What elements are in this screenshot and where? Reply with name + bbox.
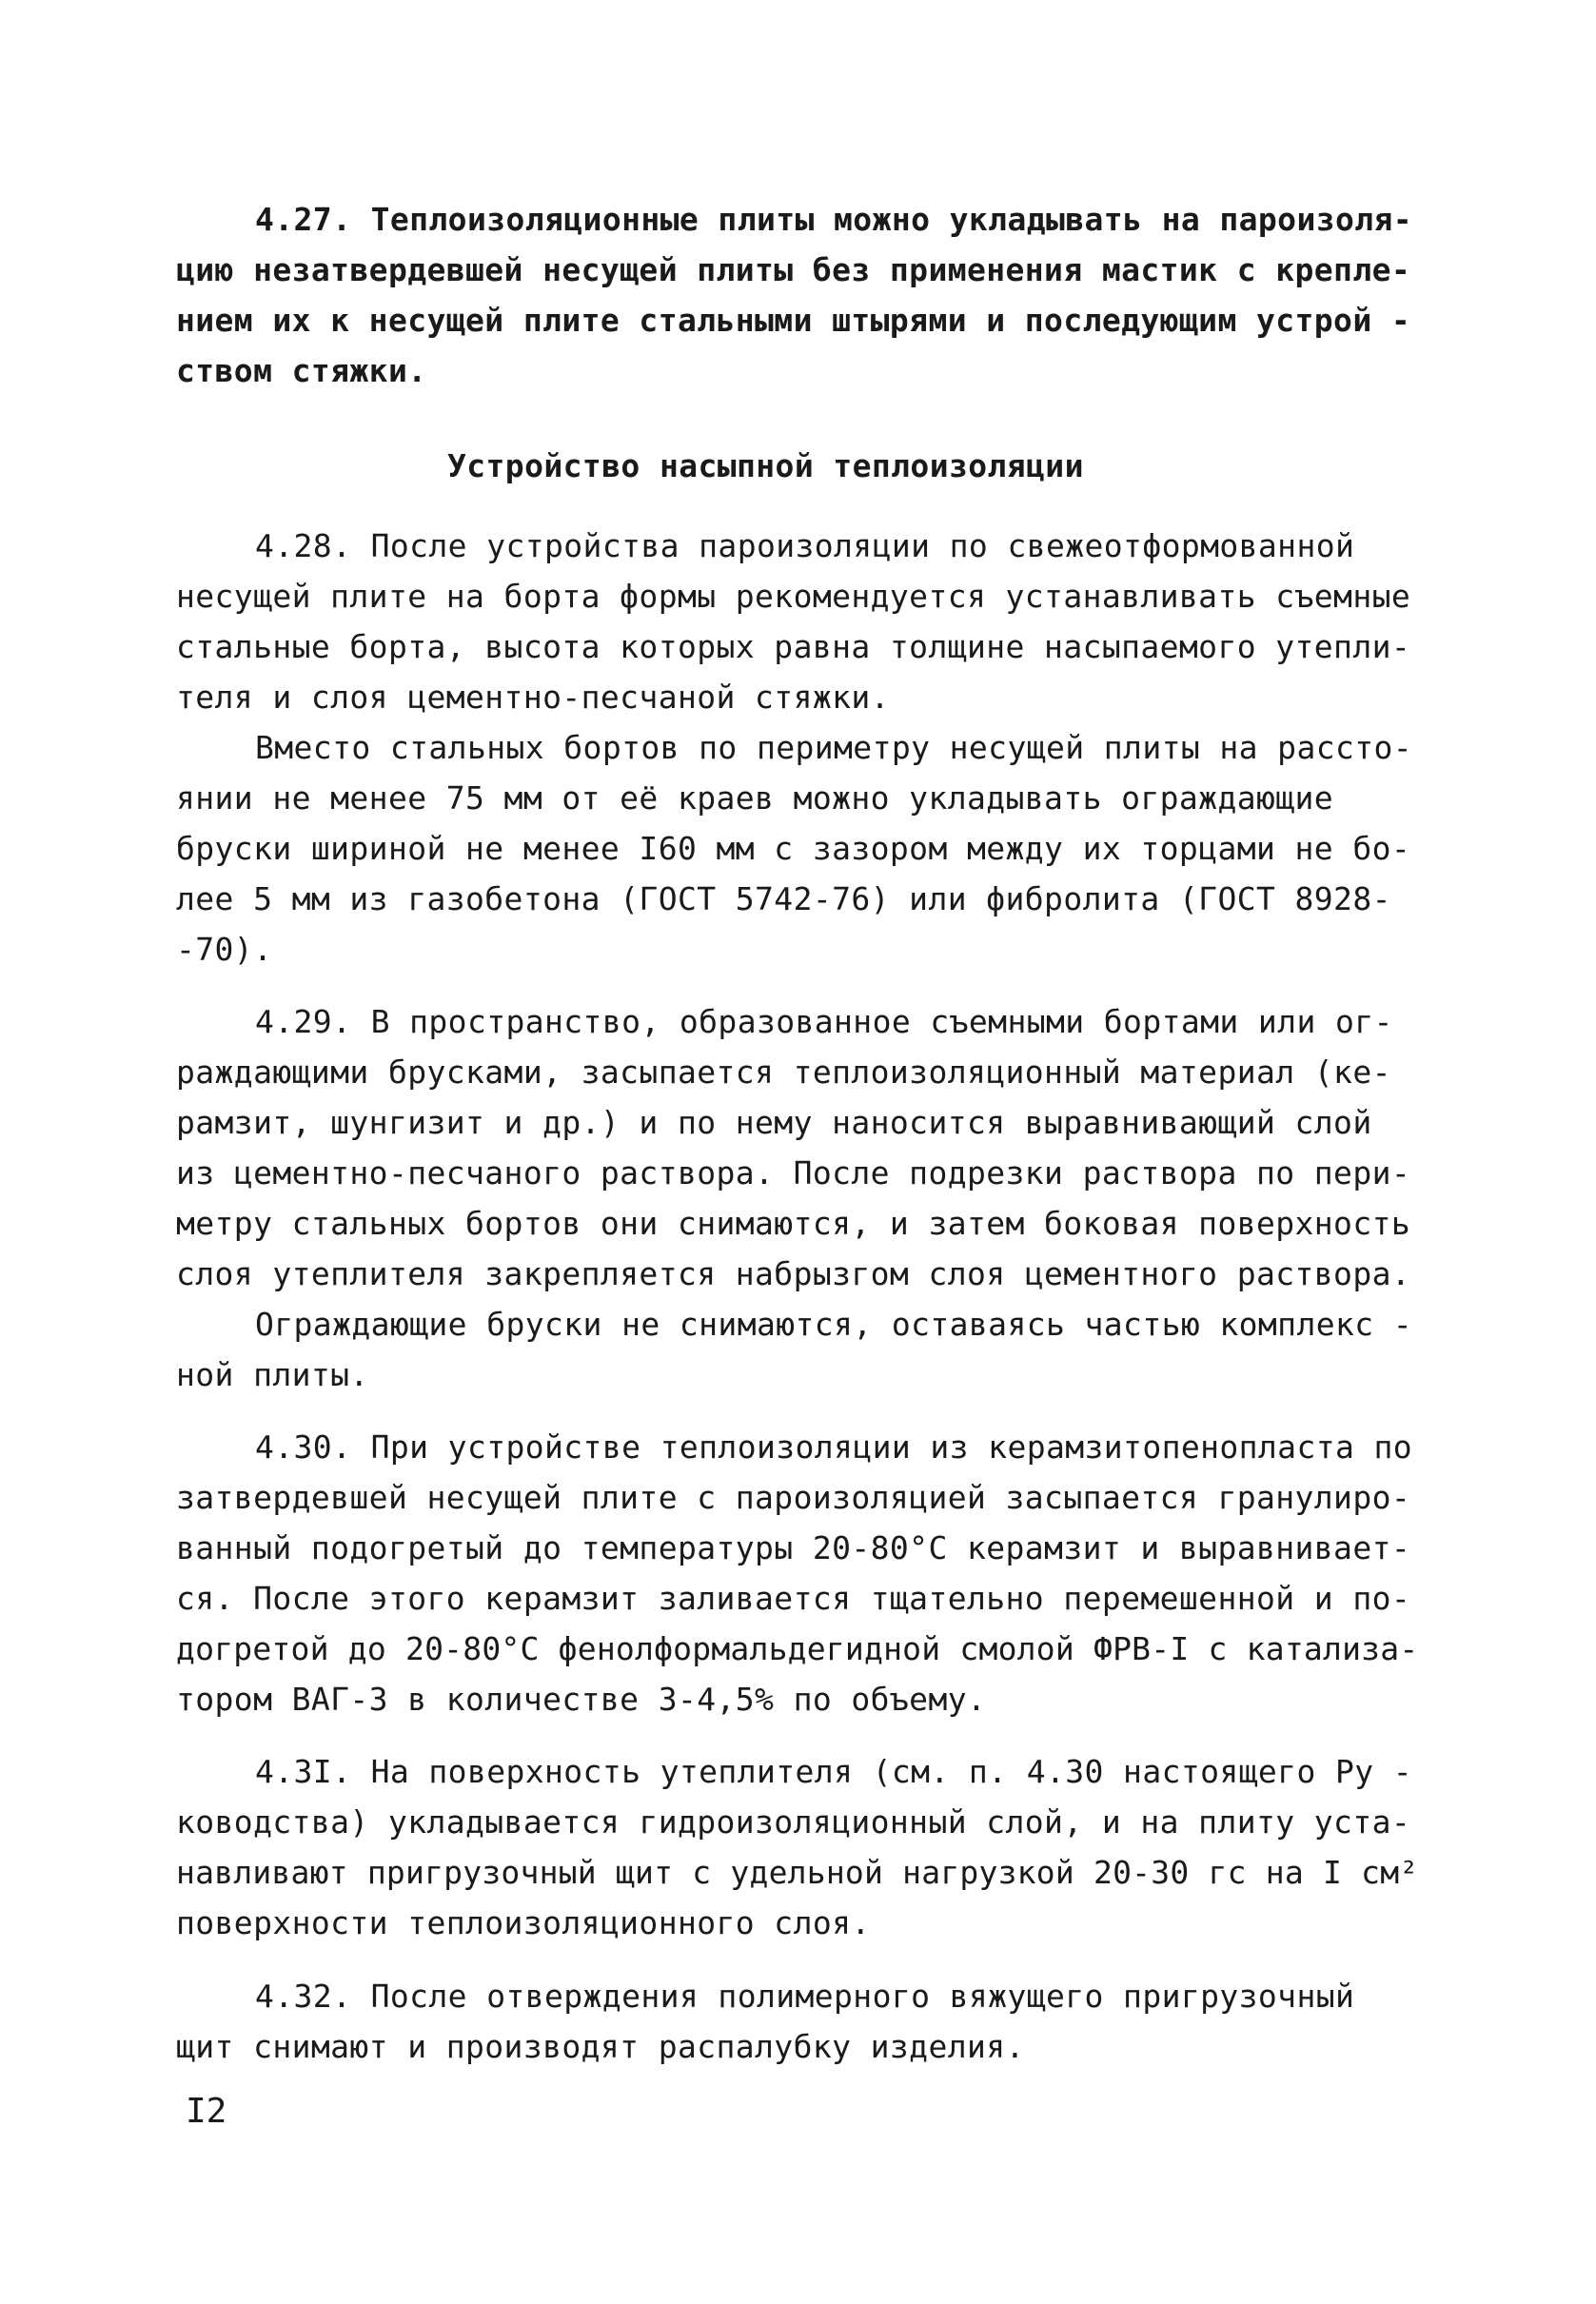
text-line: ководства) укладывается гидроизоляционный слой, и на плиту уста- (176, 1803, 1411, 1841)
text-line: цию незатвердевшей несущей плиты без применения мастик с крепле- (176, 251, 1411, 288)
text-line: янии не менее 75 мм от её краев можно укладывать ограждающие (176, 779, 1334, 817)
text-line: Вместо стальных бортов по периметру несущей плиты на рассто- (255, 729, 1413, 766)
text-line: 4.3I. На поверхность утеплителя (см. п. 4.30 настоящего Ру - (255, 1753, 1413, 1790)
text-line: 4.29. В пространство, образованное съемными бортами или ог- (255, 1003, 1393, 1040)
text-line: бруски шириной не менее I60 мм с зазором между их торцами не бо- (176, 830, 1411, 867)
text-line: догретой до 20-80°С фенолформальдегидной смолой ФРВ-I с катализа- (176, 1630, 1419, 1667)
text-line: 4.27. Теплоизоляционные плиты можно укладывать на пароизоля- (255, 201, 1413, 238)
text-line: поверхности теплоизоляционного слоя. (176, 1904, 871, 1941)
text-line: 4.28. После устройства пароизоляции по свежеотформованной (255, 527, 1355, 564)
text-line: ся. После этого керамзит заливается тщательно перемешенной и по- (176, 1580, 1411, 1617)
text-line: раждающими брусками, засыпается теплоизоляционный материал (ке- (176, 1054, 1391, 1091)
text-line: ной плиты. (176, 1356, 369, 1393)
text-line: лее 5 мм из газобетона (ГОСТ 5742-76) или фибролита (ГОСТ 8928- (176, 880, 1391, 917)
text-line: метру стальных бортов они снимаются, и затем боковая поверхность (176, 1205, 1411, 1242)
text-line: теля и слоя цементно-песчаной стяжки. (176, 679, 890, 716)
text-line: Ограждающие бруски не снимаются, оставаясь частью комплекс - (255, 1306, 1413, 1343)
text-line: тором ВАГ-3 в количестве 3-4,5% по объему. (176, 1681, 987, 1718)
text-line: 4.32. После отверждения полимерного вяжущего пригрузочный (255, 1978, 1355, 2015)
text-line: ванный подогретый до температуры 20-80°С керамзит и выравнивает- (176, 1529, 1411, 1566)
text-line: 4.30. При устройстве теплоизоляции из керамзитопенопласта по (255, 1428, 1413, 1466)
text-line: ством стяжки. (176, 352, 427, 389)
page-number: I2 (186, 2092, 227, 2131)
text-line: из цементно-песчаного раствора. После подрезки раствора по пери- (176, 1154, 1411, 1191)
text-line: затвердевшей несущей плите с пароизоляцией засыпается гранулиро- (176, 1479, 1411, 1516)
text-line: навливают пригрузочный щит с удельной нагрузкой 20-30 гс на I см² (176, 1854, 1419, 1891)
text-line: несущей плите на борта формы рекомендуется устанавливать съемные (176, 578, 1411, 615)
text-line: нием их к несущей плите стальными штырями и последующим устрой - (176, 302, 1411, 339)
text-line: слоя утеплителя закрепляется набрызгом слоя цементного раствора. (176, 1255, 1411, 1292)
text-line: -70). (176, 931, 273, 968)
section-heading: Устройство насыпной теплоизоляции (447, 447, 1084, 484)
text-line: стальные борта, высота которых равна толщине насыпаемого утепли- (176, 628, 1411, 665)
text-line: рамзит, шунгизит и др.) и по нему наносится выравнивающий слой (176, 1104, 1372, 1141)
text-line: щит снимают и производят распалубку изделия. (176, 2028, 1025, 2065)
